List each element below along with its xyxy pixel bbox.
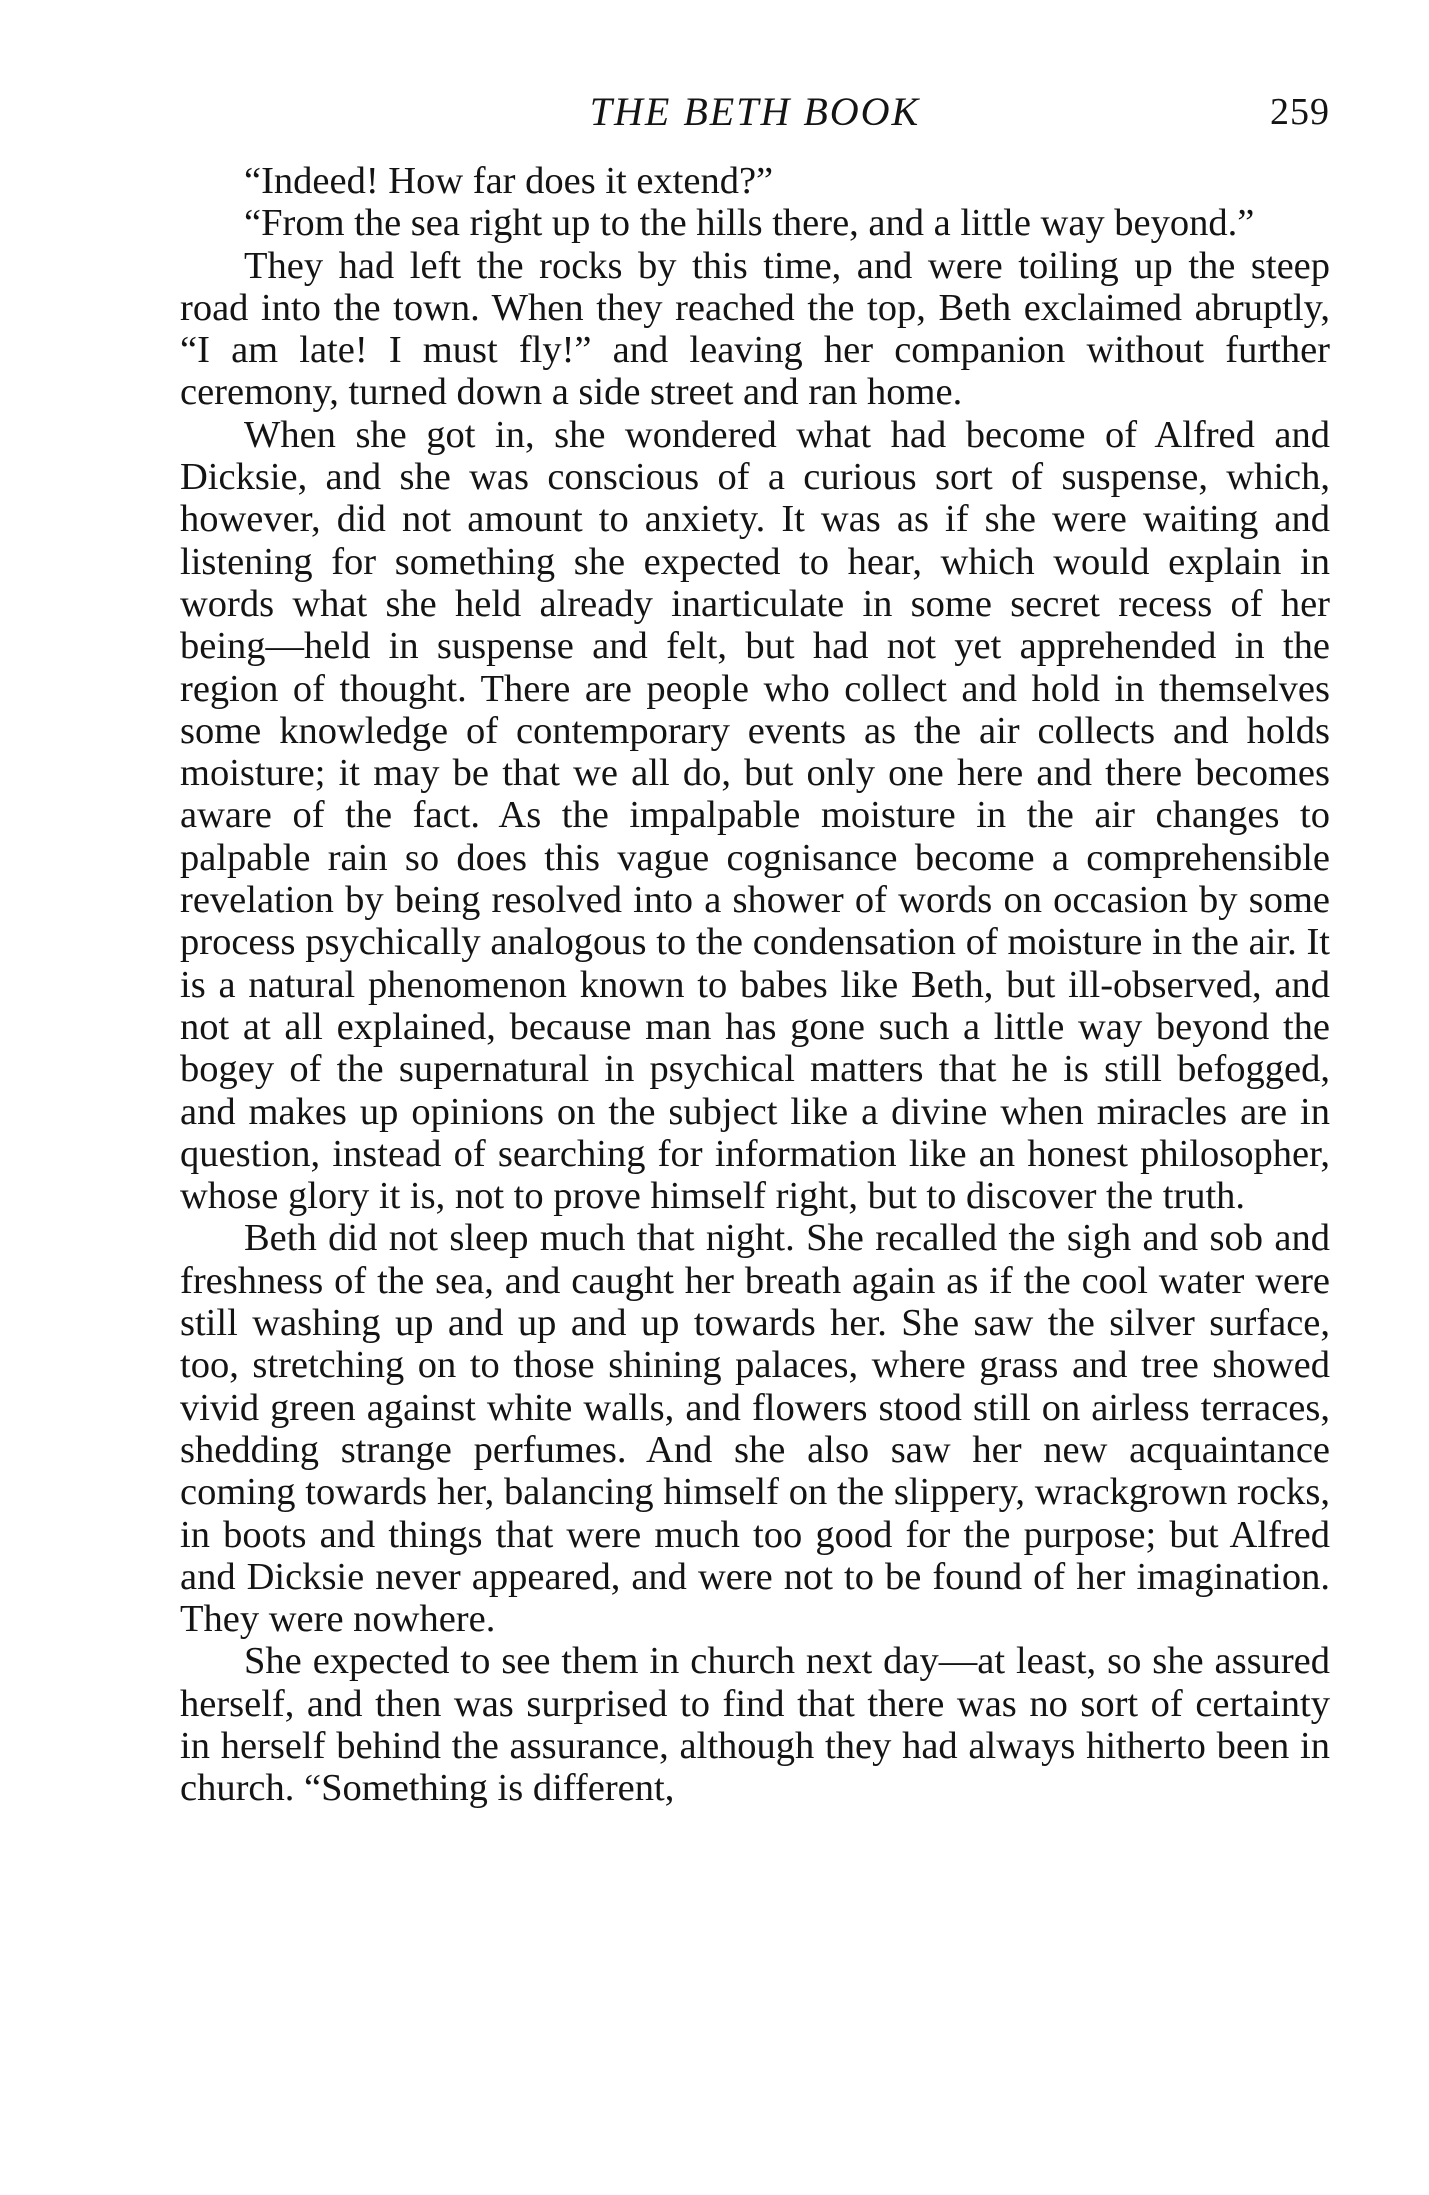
- page-number: 259: [1270, 91, 1330, 133]
- paragraph: “From the sea right up to the hills there, and a little way beyond.”: [244, 202, 1255, 245]
- running-title: THE BETH BOOK: [589, 89, 921, 134]
- paragraph: When she got in, she wondered what had become of Alfred and Dicksie, and she was conscious of a curious sort of suspense, which, however, did not amount to anxiety. It was as if she were waiting and listening for something she expected to hear, which would explain in words what she held already inarticulate in some secret recess of her being—held in suspense and felt, but had not yet apprehended in the region of thought. There are people who collect and hold in themselves some knowledge of contemporary events as the air collects and holds moisture; it may be that we all do, but only one here and there becomes aware of the fact. As the impalpable moisture in the air changes to palpable rain so does this vague cognisance become a comprehensible revelation by being resolved into a shower of words on occasion by some process psychically analogous to the condensation of moisture in the air. It is a natural phenomenon known to babes like Beth, but ill-observed, and not at all explained, because man has gone such a little way beyond the bogey of the supernatural in psychical matters that he is still befogged, and makes up opinions on the subject like a divine when miracles are in question, instead of searching for information like an honest philosopher, whose glory it is, not to prove himself right, but to discover the truth.: [180, 413, 1330, 1218]
- running-head: [180, 82, 1330, 142]
- paragraph: She expected to see them in church next day—at least, so she assured herself, and then was surprised to find that there was no sort of certainty in herself behind the assurance, although they had always hitherto been in church. “Something is different,: [180, 1640, 1330, 1810]
- paragraph: Beth did not sleep much that night. She recalled the sigh and sob and freshness of the sea, and caught her breath again as if the cool water were still washing up and up and up towards her. She saw the silver surface, too, stretching on to those shining palaces, where grass and tree showed vivid green against white walls, and flowers stood still on airless terraces, shedding strange perfumes. And she also saw her new acquaintance coming towards her, balancing himself on the slippery, wrackgrown rocks, in boots and things that were much too good for the purpose; but Alfred and Dicksie never appeared, and were not to be found of her imagination. They were nowhere.: [180, 1217, 1330, 1641]
- body-text: [180, 160, 1330, 1810]
- paragraph: “Indeed! How far does it extend?”: [244, 160, 774, 202]
- paragraph: They had left the rocks by this time, and were toiling up the steep road into the town. When they reached the top, Beth exclaimed abruptly, “I am late! I must fly!” and leaving her companion without further ceremony, turned down a side street and ran home.: [180, 244, 1330, 414]
